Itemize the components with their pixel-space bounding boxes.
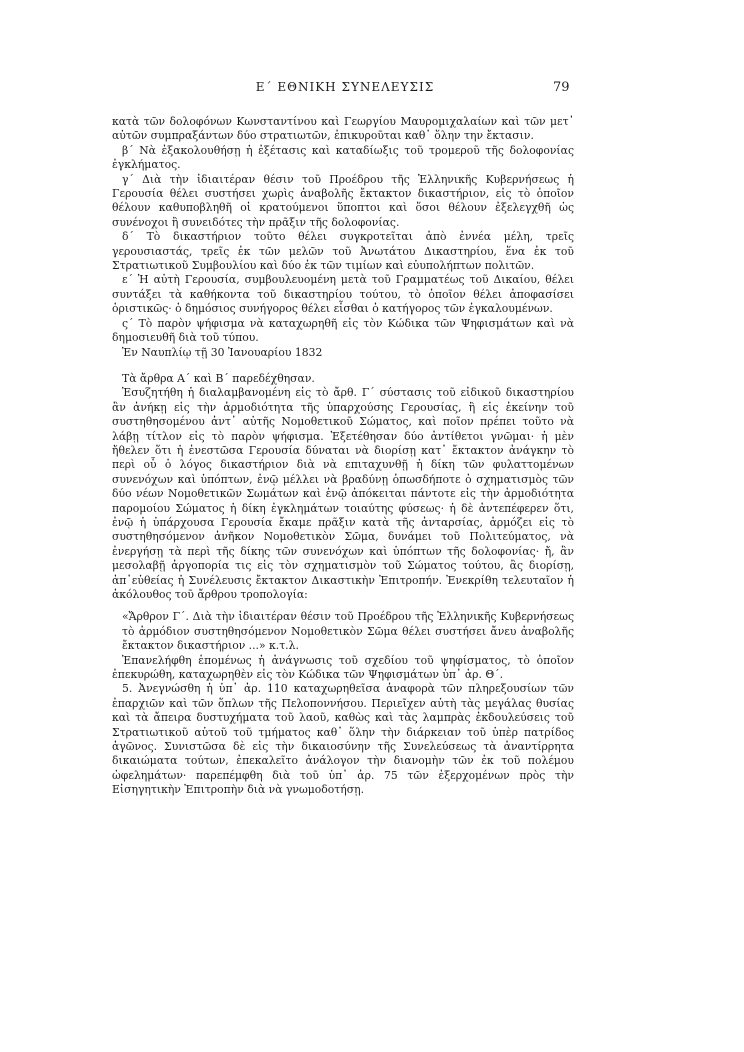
dateline: Ἐν Ναυπλίῳ τῇ 30 Ἰανουαρίου 1832	[122, 345, 323, 359]
page-number: 79	[553, 80, 570, 95]
resolution-article-f: ς΄ Τὸ παρὸν ψήφισμα νὰ καταχωρηθῆ εἰς τὸν Κώδικα τῶν Ψηφισμάτων καὶ νὰ δημοσιευθῆ διὰ τοῦ τύπου.	[112, 316, 574, 345]
body-text	[112, 115, 574, 798]
item-5-petition: 5. Ἀνεγνώσθη ἡ ὑπ᾽ ἀρ. 110 καταχωρηθεῖσα ἀναφορὰ τῶν πληρεξουσίων τῶν ἐπαρχιῶν καὶ τῶν ὅπλων τῆς Πελοποννήσου. Περιεῖχεν αὐτὴ τὰς μεγάλας θυσίας καὶ τὰ ἄπειρα δυστυχήματα τοῦ λαοῦ, καθὼς καὶ τὰς λαμπρὰς ἐκδουλεύσεις τοῦ Στρατιωτικοῦ αὐτοῦ τοῦ τμήματος καθ᾽ ὅλην τὴν διάρκειαν τοῦ ὑπὲρ πατρίδος ἀγῶνος. Συνιστῶσα δὲ εἰς τὴν δικαιοσύνην τῆς Συνελεύσεως τὰ ἀναντίρρητα δικαιώματα τούτων, ἐπεκαλεῖτο ἀνάλογον τὴν διανομὴν τῶν ἐκ τοῦ πολέμου ὠφελημάτων· παρεπέμφθη διὰ τοῦ ὑπ᾽ ἀρ. 75 τῶν ἐξερχομένων πρὸς τὴν Εἰσηγητικὴν Ἐπιτροπὴν διὰ νὰ γνωμοδοτήσῃ.	[112, 682, 574, 797]
resolution-article-e: ε΄ Ἡ αὐτὴ Γερουσία, συμβουλευομένη μετὰ τοῦ Γραμματέως τοῦ Δικαίου, θέλει συντάξει τὰ καθήκοντα τοῦ δικαστηρίου τούτου, τὸ ὁποῖον θέλει ἀποφασίσει ὁριστικῶς· ὁ δημόσιος συνήγορος θέλει εἶσθαι ὁ κατήγορος τῶν ἐγκαλουμένων.	[112, 273, 574, 316]
resolution-article-d: δ΄ Τὸ δικαστήριον τοῦτο θέλει συγκροτεῖται ἀπὸ ἐννέα μέλη, τρεῖς γερουσιαστάς, τρεῖς ἐκ τῶν μελῶν τοῦ Ἀνωτάτου Δικαστηρίου, ἕνα ἐκ τοῦ Στρατιωτικοῦ Συμβουλίου καὶ δύο ἐκ τῶν τιμίων καὶ εὐυπολήπτων πολιτῶν.	[112, 230, 574, 273]
debate-paragraph: Ἐσυζητήθη ἡ διαλαμβανομένη εἰς τὸ ἄρθ. Γ΄ σύστασις τοῦ εἰδικοῦ δικαστηρίου ἂν ἀνήκῃ εἰς τὴν ἁρμοδιότητα τῆς ὑπαρχούσης Γερουσίας, ἢ εἰς ἐκείνην τοῦ συστηθησομένου ἀντ᾽ αὐτῆς Νομοθετικοῦ Σώματος, καὶ ποῖον πρέπει τοῦτο νὰ λάβῃ τίτλον εἰς τὸ παρὸν ψήφισμα. Ἐξετέθησαν δύο ἀντίθετοι γνῶμαι· ἡ μὲν ἤθελεν ὅτι ἡ ἐνεστῶσα Γερουσία δύναται νὰ διορίσῃ κατ᾽ ἔκτακτον ἀνάγκην τὸ περὶ οὗ ὁ λόγος δικαστήριον διὰ νὰ επιταχυνθῇ ἡ δίκη τῶν φυλαττομένων συνενόχων καὶ ὑπόπτων, ἐνῷ μέλλει νὰ βραδύνῃ ὁπωσδήποτε ὁ σχηματισμὸς τῶν δύο νέων Νομοθετικῶν Σωμάτων καὶ ἐνῷ ἀπόκειται πάντοτε εἰς τὴν ἁρμοδιότητα παρομοίου Σώματος ἡ δίκη ἐγκλημάτων τοιαύτης φύσεως· ἡ δὲ ἀντεπέφερεν ὅτι, ἐνῷ ἡ ὑπάρχουσα Γερουσία ἔκαμε πρᾶξιν κατὰ τῆς ἀνταρσίας, ἁρμόζει εἰς τὸ συστηθησόμενον ἀνῆκον Νομοθετικὸν Σῶμα, δυνάμει τοῦ Πολιτεύματος, νὰ ἐνεργήσῃ τὰ περὶ τῆς δίκης τῶν συνενόχων καὶ ὑπόπτων τῆς δολοφονίας· ἤ, ἂν μεσολαβῇ ἀργοπορία τις εἰς τὸν σχηματισμὸν τοῦ Σώματος τούτου, ἂς διορίσῃ, ἀπ᾽εὐθείας ἡ Συνέλευσις ἔκτακτον Δικαστικὴν Ἐπιτροπήν. Ἐνεκρίθη τελευταῖον ἡ ἀκόλουθος τοῦ ἄρθρου τροπολογία:	[112, 386, 574, 601]
running-head-title: Ε΄ ΕΘΝΙΚΗ ΣΥΝΕΛΕΥΣΙΣ	[255, 80, 435, 94]
amended-article-quote: «Ἄρθρον Γ΄. Διὰ τὴν ἰδιαιτέραν θέσιν τοῦ Προέδρου τῆς Ἑλληνικῆς Κυβερνήσεως τὸ ἁρμόδιον συστηθησόμενον Νομοθετικὸν Σῶμα θέλει συστήσει ἄνευ ἀναβολῆς ἔκτακτον δικαστήριον ...» κ.τ.λ.	[122, 610, 574, 653]
articles-accepted: Τὰ ἄρθρα Α΄ καὶ Β΄ παρεδέχθησαν.	[122, 371, 315, 385]
paragraph-continuation: κατὰ τῶν δολοφόνων Κωνσταντίνου καὶ Γεωργίου Μαυρομιχαλαίων καὶ τῶν μετ᾽ αὐτῶν συμπραξάντων δύο στρατιωτῶν, ἐπικυροῦται καθ᾽ ὅλην την ἔκτασιν.	[112, 115, 574, 143]
resolution-article-c: γ΄ Διὰ τὴν ἰδιαιτέραν θέσιν τοῦ Προέδρου τῆς Ἑλληνικῆς Κυβερνήσεως ἡ Γερουσία θέλει συστήσει χωρὶς ἀναβολῆς ἔκτακτον δικαστήριον, εἰς τὸ ὁποῖον θέλουν καθυποβληθῆ οἱ κρατούμενοι ὕποπτοι καὶ ὅσοι θέλουν ἐξελεγχθῆ ὡς συνένοχοι ἢ συνειδότες τὴν πρᾶξιν τῆς δολοφονίας.	[112, 172, 574, 229]
reading-repeated: Ἐπανελήφθη ἑπομένως ἡ ἀνάγνωσις τοῦ σχεδίου τοῦ ψηφίσματος, τὸ ὁποῖον ἐπεκυρώθη, καταχωρηθὲν εἰς τὸν Κώδικα τῶν Ψηφισμάτων ὑπ᾽ ἀρ. Θ΄.	[112, 653, 574, 682]
resolution-article-b: β΄ Νὰ ἐξακολουθήσῃ ἡ ἐξέτασις καὶ καταδίωξις τοῦ τρομεροῦ τῆς δολοφονίας ἐγκλήματος.	[112, 143, 574, 172]
